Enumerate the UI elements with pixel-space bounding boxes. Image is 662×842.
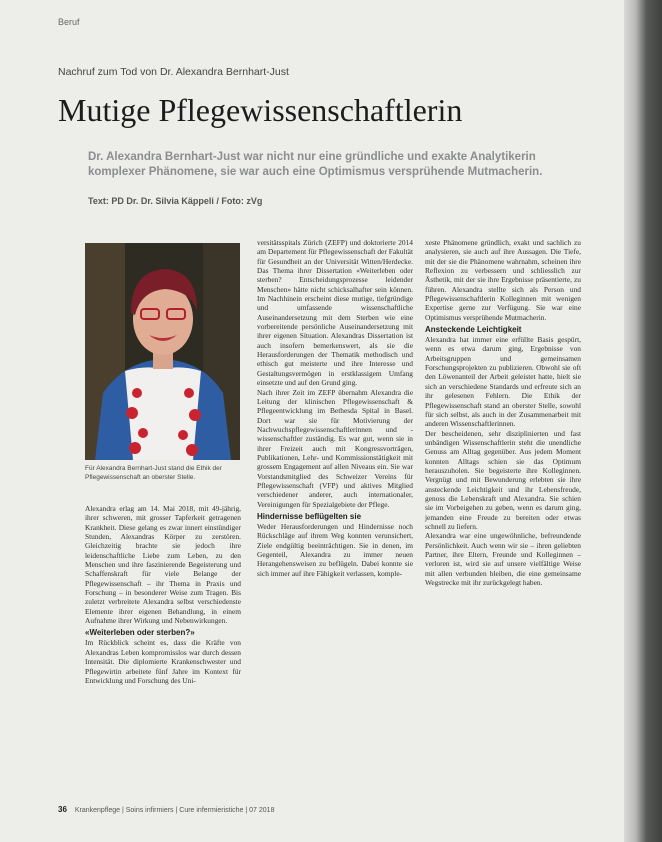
article-kicker: Nachruf zum Tod von Dr. Alexandra Bernhart-Just — [58, 66, 289, 78]
article-lead: Dr. Alexandra Bernhart-Just war nicht nur eine gründliche und exakte Analytikerin komplexer Phänomene, sie war auch eine Optimismus versprühende Mutmacherin. — [88, 151, 543, 178]
adjacent-page-edge — [624, 0, 662, 842]
paragraph: Alexandra erlag am 14. Mai 2018, mit 49-jährig, ihrer schweren, mit grosser Tapferkeit getragenen Krankheit. Diese gelang es zwar innert einstündiger Stunden, Alexandras Körper zu zerstören. Gleichzeitig brachte sie jedoch ihre leidenschaftliche Liebe zum Leben, zu den Menschen und ihre faszinierende Begeisterung und Schaffenskraft für viele Belange der Pflegewissenschaft – ihr Thema in Praxis und Forschung – in besonderer Weise zum Tragen. Bis zuletzt verbreitete Alexandra selbst verschiedenste Elemente ihrer eigenen Behandlung, in einem Aufnahme ihrer Wirkung und Nebenwirkungen. — [85, 504, 241, 626]
portrait-photo — [85, 243, 240, 460]
paragraph: Der bescheidenen, sehr disziplinierten und fast unbändigen Wissenschaftlerin steht die unendliche Genuss am Alltag gegenüber. Aus jedem Moment konnten Alltags schien sie das Optimum herauszuholen. Sie begeisterte ihre Kolleginnen. Vergnügt und mit Bewunderung erlebten sie ihre ansteckende Leichtigkeit und ihr Lebensfreude, genoss die Lebenskraft und Alexandra. Sie schien sie im Vorbeigehen zu geben, wenn es darum ging, jemanden eine Freude zu bereiten oder etwas schnell zu liefern. — [425, 428, 581, 531]
page-footer — [58, 805, 274, 814]
paragraph: Weder Herausforderungen und Hindernisse noch Rückschläge auf ihrem Weg konnten verunsichert, Ziele endgültig beeinträchtigen. Sie in denen, im Gegenteil, Alexandra zu immer neuen Herangehensweisen zu beflügeln. Dabei konnte sie sich immer auf ihre Fähigkeit verlassen, komple- — [257, 521, 413, 578]
footer-publication: Krankenpflege | Soins infirmiers | Cure infermieristiche | 07 2018 — [74, 807, 275, 814]
paragraph: Nach ihrer Zeit im ZEFP übernahm Alexandra die Leitung der klinischen Pflegewissenschaft & Pflegeentwicklung im Bethesda Spital in Basel. Dort war sie für Motivierung der Nachwuchspflegewissenschaftlerinnen und -wissenschaftler zuständig. Es war gut, wenn sie in ihrer Freizeit auch mit Kongressvorträgen, Publikationen, Lehr- und Kommissionstätigkeit mit grossem Engagement auf allen Niveaus ein. Sie war Vorstandsmitglied des Schweizer Vereins für Pflegewissenschaft (VFP) und aktives Mitglied verschiedener anderer, auch internationaler, Vereinigungen für Spezialgebiete der Pflege. — [257, 387, 413, 509]
portrait-illustration — [85, 243, 240, 460]
photo-caption: Für Alexandra Bernhart-Just stand die Ethik der Pflegewissenschaft an oberster Stelle. — [85, 465, 222, 481]
page-number: 36 — [58, 805, 67, 814]
paragraph: Alexandra hat immer eine erfüllte Basis gespürt, wenn es etwa darum ging, Ergebnisse von Arbeitsgruppen und gemeinsamen Forschungsprojekten zu publizieren. Obwohl sie oft den Löwenanteil der Arbeit geleistet hatte, hielt sie sich an verschiedene Standards und erfreute sich an ihr gelesenen Fehlern. Die Ethik der Pflegewissenschaft stand an oberster Stelle, sowohl für sich selbst, als auch in der Zusammenarbeit mit anderen Wissenschaftlerinnen. — [425, 335, 581, 429]
paragraph: versitätsspitals Zürich (ZEFP) und doktorierte 2014 am Departement für Pflegewissenschaft der Fakultät für Gesundheit an der Universität Witten/Herdecke. Das Thema ihrer Dissertation «Weiterleben oder sterben? Entscheidungsprozesse leidender Menschen» hätte nicht schicksalhafter sein können. Im Nachhinein erscheint diese mutige, tiefgründige und umfassende wissenschaftliche Auseinandersetzung mit dem Sterben wie eine vorbereitende persönliche Auseinandersetzung mit ihrer eigenen Situation. Alexandras Dissertation ist auch insofern bemerkenswert, als sie die Herausforderungen der Thematik methodisch und ethisch gut meisterte und ihre Interesse und Gestaltungsvermögen in erstklassigem Umfang einsetzte und auf den Grund ging. — [257, 238, 413, 388]
paragraph: Im Rückblick scheint es, dass die Kräfte von Alexandras Leben kompromisslos war durch dessen Intensität. Die diplomierte Krankenschwester und Pflegewirtin arbeitete fünf Jahre im Kontext für Entwicklung und Forschung des Uni- — [85, 638, 241, 685]
paragraph: xeste Phänomene gründlich, exakt und sachlich zu analysieren, sie auch auf ihre Aussagen. Die Tiefe, mit der sie die Phänomene wahrnahm, scheinen ihre Reflexion zu verbessern und schliesslich zur Ästhetik, mit der sie ihre Ergebnisse präsentierte, zu führen. Alexandra stellte sich als Person und Pflegewissenschaftlerin Kolleginnen mit wenigen Expertise gerne zur Verfügung. Sie war eine Optimismus versprühende Mutmacherin. — [425, 238, 581, 322]
section-label: Beruf — [58, 17, 80, 27]
article-author: Text: PD Dr. Dr. Silvia Käppeli / Foto: zVg — [88, 196, 263, 206]
column-3 — [425, 238, 581, 587]
column-1 — [85, 504, 241, 685]
article-title: Mutige Pflegewissenschaftlerin — [58, 92, 463, 128]
subheading-3: Ansteckende Leichtigkeit — [425, 325, 522, 335]
column-2 — [257, 238, 413, 578]
subheading-2: Hindernisse beflügelten sie — [257, 511, 362, 521]
paragraph: Alexandra war eine ungewöhnliche, befreundende Persönlichkeit. Auch wenn wir sie – ihren geliebten Partner, ihre Eltern, Freunde und Kolleginnen – verloren ist, wird sie auf unsere vielfältige Weise mit allen verbunden bleiben, die eine gemeinsame Wegstrecke mit ihr zurückgelegt haben. — [425, 531, 581, 588]
subheading-1: «Weiterleben oder sterben?» — [85, 628, 195, 638]
